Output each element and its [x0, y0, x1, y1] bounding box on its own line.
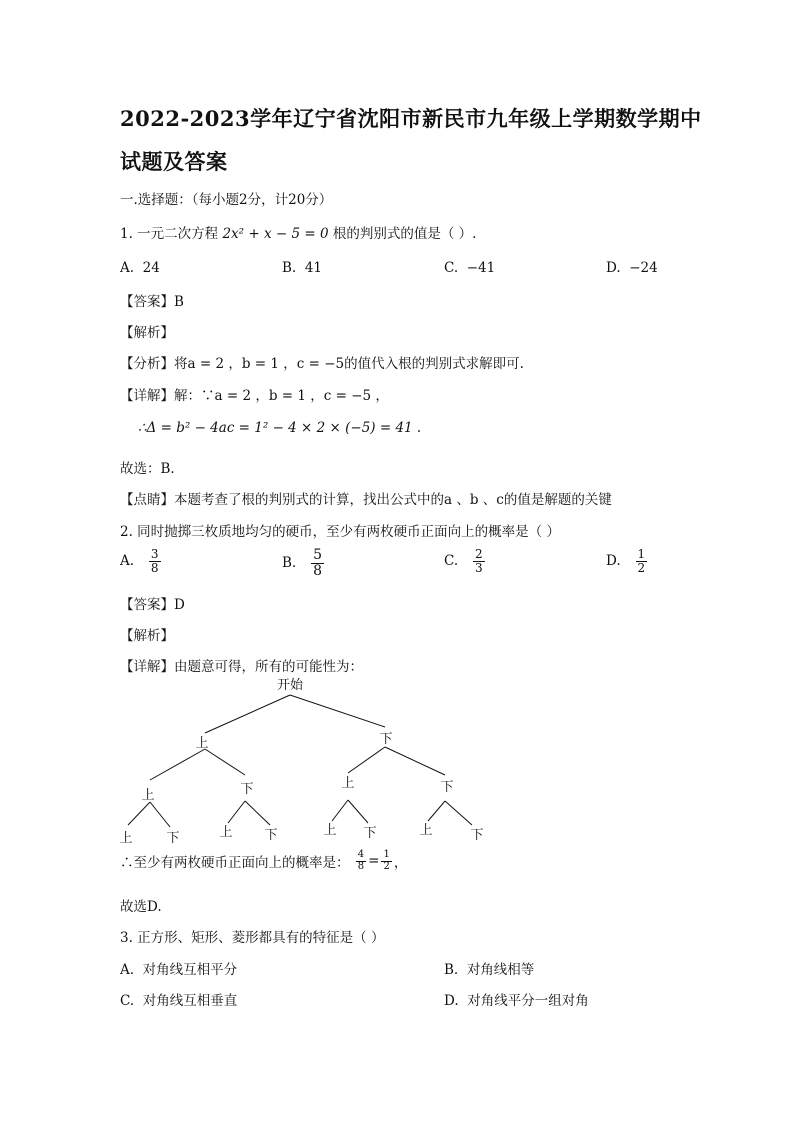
q1-conclusion: 故选：B.: [120, 461, 175, 477]
tree-node-down: 下: [379, 732, 393, 747]
tree-leaf-3: 上: [219, 825, 233, 840]
q2-detail: 【详解】由题意可得，所有的可能性为：: [120, 659, 363, 675]
tree-node-up: 上: [195, 736, 209, 751]
tree-root: 开始: [276, 678, 304, 693]
q2-option-a: A. $\frac{3}{8}$: [120, 547, 159, 575]
q1-detail-calc: ∴Δ = b² − 4ac = 1² − 4 × 2 × (−5) = 41 .: [138, 420, 422, 436]
q2-conclusion: 故选D.: [120, 899, 162, 915]
q1-option-b: B. 41: [282, 260, 322, 276]
q2-option-d: D. $\frac{1}{2}$: [606, 547, 646, 575]
q3-option-d: D. 对角线平分一组对角: [444, 993, 589, 1009]
section-heading: 一.选择题：（每小题2分，计20分）: [120, 192, 333, 208]
q2-option-c: C. $\frac{2}{3}$: [444, 547, 483, 575]
q2-answer: 【答案】D: [120, 597, 185, 613]
q2-result: ∴至少有两枚硬币正面向上的概率是： $\frac{4}{8}$ = $\frac{1}{2}$ ，: [120, 849, 408, 872]
title-line-1: 2022-2023学年辽宁省沈阳市新民市九年级上学期数学期中: [120, 106, 702, 131]
tree-leaf-1: 上: [119, 831, 133, 846]
q3-stem: 3. 正方形、矩形、菱形都具有的特征是（ ）: [120, 930, 385, 946]
tree-leaf-2: 下: [166, 831, 180, 846]
q1-detail: 【详解】解：∵a = 2 ，b = 1 ，c = −5 ，: [120, 388, 389, 404]
q1-equation: 2x² + x − 5 = 0: [222, 226, 329, 242]
q3-option-a: A. 对角线互相平分: [120, 962, 238, 978]
title-line-2: 试题及答案: [120, 149, 228, 174]
tree-node-down-down: 下: [440, 780, 454, 795]
tree-node-up-down: 下: [240, 782, 254, 797]
q3-option-c: C. 对角线互相垂直: [120, 993, 238, 1009]
q1-option-a: A. 24: [120, 260, 160, 276]
tree-leaf-6: 下: [363, 826, 377, 841]
q2-stem: 2. 同时抛掷三枚质地均匀的硬币，至少有两枚硬币正面向上的概率是（ ）: [120, 524, 560, 540]
q1-analysis-tag: 【解析】: [120, 325, 174, 341]
q1-dianjing: 【点睛】本题考查了根的判别式的计算，找出公式中的a 、b 、c的值是解题的关键: [120, 492, 612, 508]
probability-tree-diagram: [110, 675, 510, 850]
tree-branches: [128, 695, 472, 827]
q1-fenxi: 【分析】将a = 2 ，b = 1 ，c = −5的值代入根的判别式求解即可.: [120, 356, 524, 372]
q1-option-d: D. −24: [606, 260, 658, 276]
q3-option-b: B. 对角线相等: [444, 962, 535, 978]
q1-prefix: 1. 一元二次方程: [120, 226, 219, 242]
q1-suffix: 根的判别式的值是（ ）.: [332, 226, 477, 242]
tree-leaf-7: 上: [419, 823, 433, 838]
q2-analysis-tag: 【解析】: [120, 628, 174, 644]
tree-leaf-4: 下: [264, 828, 278, 843]
q1-stem: [120, 222, 476, 242]
tree-node-up-up: 上: [141, 788, 155, 803]
tree-leaf-8: 下: [470, 828, 484, 843]
q1-answer: 【答案】B: [120, 294, 184, 310]
q2-option-b: B. $\frac{5}{8}$: [282, 547, 323, 579]
tree-leaf-5: 上: [323, 823, 337, 838]
q1-option-c: C. −41: [444, 260, 496, 276]
tree-node-down-up: 上: [341, 776, 355, 791]
answer-tag: 【答案】: [120, 294, 174, 310]
